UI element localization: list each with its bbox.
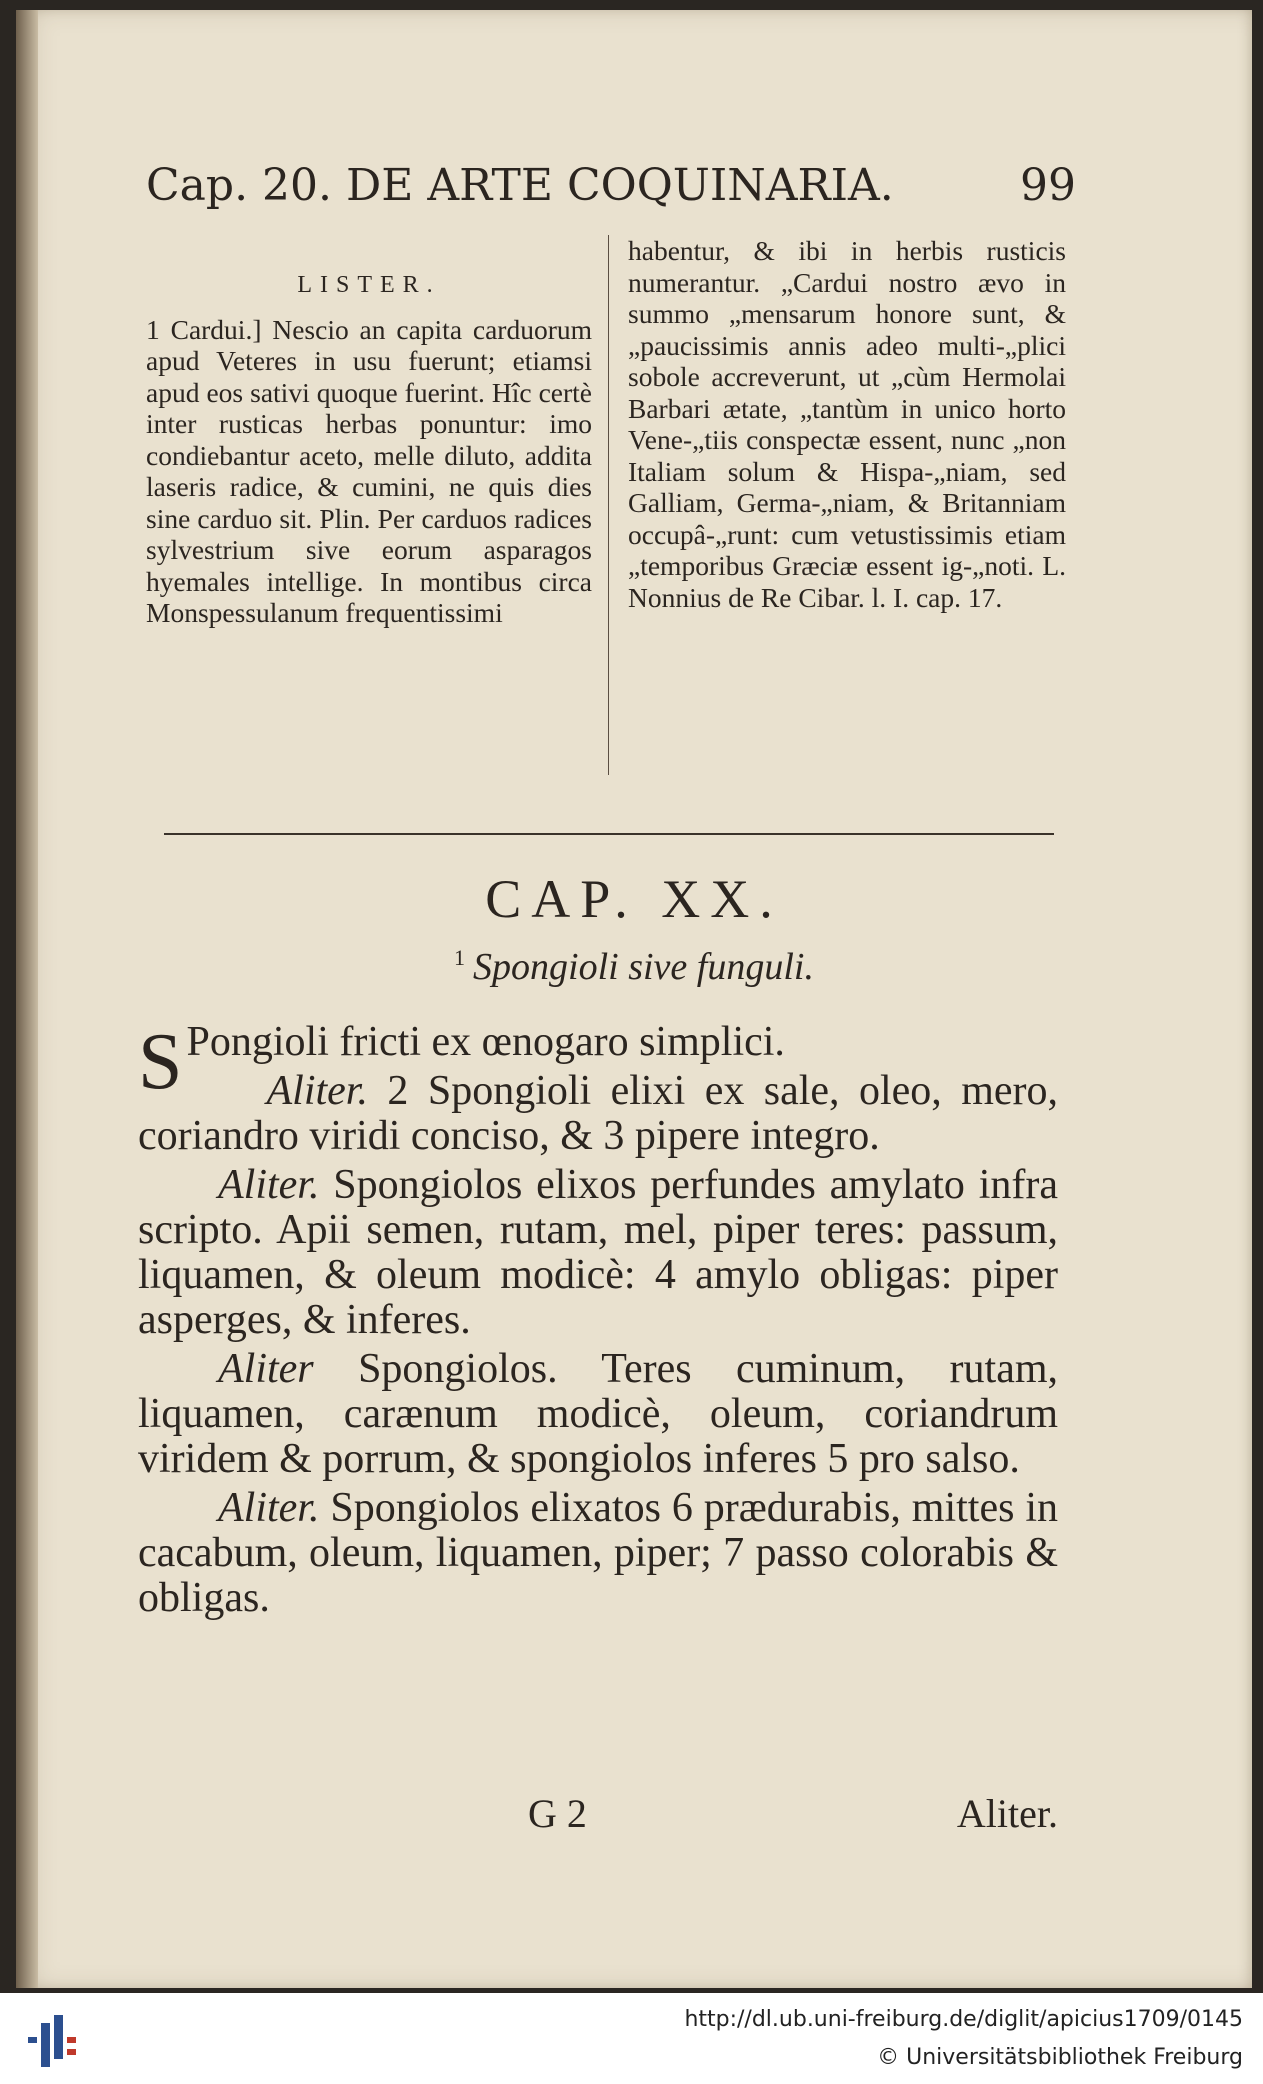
section-rule [164, 833, 1054, 835]
paragraph-2 [138, 1069, 1058, 1159]
page-gutter [16, 10, 38, 1988]
column-divider [608, 235, 609, 775]
paragraph-1-text: Pongioli fricti ex œnogaro simplici. [186, 1019, 785, 1065]
chapter-title: CAP. XX. [485, 869, 783, 929]
drop-cap: S [138, 1018, 183, 1106]
running-header [146, 160, 1076, 220]
left-column-text: 1 Cardui.] Nescio an capita carduorum apud Veteres in usu fuerunt; etiamsi apud eos sativi quoque fuerint. Hîc certè inter rusticas herbas ponuntur: imo condiebantur aceto, melle diluto, addita laseris radice, & cumini, ne quis dies sine carduo sit. Plin. Per carduos radices sylvestrium sive eorum asparagos hyemales intellige. In montibus circa Monspessulanum frequentissimi [146, 313, 592, 628]
signature-mark: G 2 [528, 1791, 587, 1836]
paragraph-3-lead: Aliter. [218, 1162, 320, 1208]
paragraph-4 [138, 1347, 1058, 1482]
chapter-subtitle [16, 945, 1252, 989]
library-logo-icon [24, 2011, 84, 2073]
lister-heading: LISTER. [297, 272, 441, 298]
paragraph-5-text: Spongiolos elixatos 6 prædurabis, mittes in cacabum, oleum, liquamen, piper; 7 passo colorabis & obligas. [138, 1485, 1058, 1621]
paragraph-5-lead: Aliter. [218, 1485, 320, 1531]
book-page [16, 10, 1252, 1988]
paragraph-4-lead: Aliter [218, 1346, 314, 1392]
page-number: 99 [1020, 160, 1076, 211]
running-title: Cap. 20. DE ARTE COQUINARIA. [146, 160, 894, 211]
catchword: Aliter. [956, 1791, 1058, 1836]
paragraph-3 [138, 1163, 1058, 1343]
left-column [146, 235, 592, 629]
permalink-url[interactable]: http://dl.ub.uni-freiburg.de/diglit/apicius1709/0145 [684, 2007, 1243, 2032]
viewer-footer-bar [0, 1993, 1263, 2084]
paragraph-2-lead: Aliter. [266, 1068, 368, 1114]
right-column [628, 235, 1066, 613]
page-footer [138, 1790, 1058, 1840]
paragraph-3-text: Spongiolos elixos perfundes amylato infra scripto. Apii semen, rutam, mel, piper teres: passum, liquamen, & oleum modicè: 4 amylo obligas: piper asperges, & inferes. [138, 1162, 1058, 1343]
subtitle-footnote-number: 1 [454, 945, 466, 971]
right-column-text: habentur, & ibi in herbis rusticis numerantur. „Cardui nostro ævo in summo „mensarum honore sunt, & „paucissimis annis adeo multi-„plici sobole accreverunt, ut „cùm Hermolai Barbari ætate, „tantùm in unico horto Vene-„tiis conspectæ essent, nunc „non Italiam solum & Hispa-„niam, sed Galliam, Germa-„niam, & Britanniam occupâ-„runt: cum vetustissimis etiam „temporibus Græciæ essent ig-„noti. L. Nonnius de Re Cibar. l. I. cap. 17. [628, 235, 1066, 613]
paragraph-2-text: 2 Spongioli elixi ex sale, oleo, mero, coriandro viridi conciso, & 3 pipere integro. [138, 1068, 1058, 1159]
recipe-body [138, 1020, 1058, 1625]
subtitle-text: Spongioli sive funguli. [473, 946, 814, 988]
paragraph-4-text: Spongiolos. Teres cuminum, rutam, liquamen, carænum modicè, oleum, coriandrum viridem & porrum, & spongiolos inferes 5 pro salso. [138, 1346, 1059, 1482]
copyright-text: © Universitätsbibliothek Freiburg [877, 2045, 1243, 2070]
paragraph-5 [138, 1486, 1058, 1621]
